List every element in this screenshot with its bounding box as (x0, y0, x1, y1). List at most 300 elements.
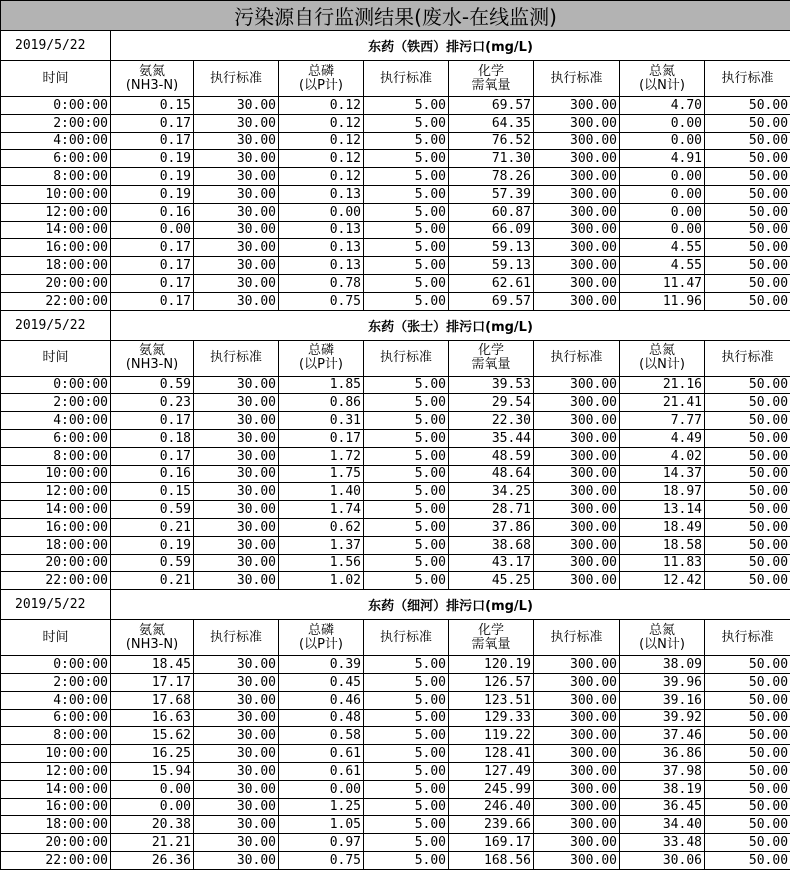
header-time (1, 340, 111, 376)
ammonia-value: 0.18 (111, 429, 194, 447)
ammonia-value: 0.19 (111, 168, 194, 186)
ammonia-standard: 30.00 (194, 780, 279, 798)
header-cod-label: 需氧量 (471, 636, 511, 652)
cod-value: 38.68 (449, 536, 534, 554)
header-cod (449, 620, 534, 656)
header-total-phosphorus (279, 61, 364, 97)
phosphorus-value: 0.61 (279, 745, 364, 763)
phosphorus-value: 0.00 (279, 780, 364, 798)
nitrogen-standard: 50.00 (705, 834, 790, 852)
time-cell: 10:00:00 (1, 185, 111, 203)
time-cell: 4:00:00 (1, 691, 111, 709)
ammonia-value: 0.17 (111, 239, 194, 257)
table-row (1, 727, 790, 745)
cod-value: 76.52 (449, 132, 534, 150)
cod-value: 127.49 (449, 762, 534, 780)
phosphorus-standard: 5.00 (364, 394, 449, 412)
phosphorus-value: 1.02 (279, 572, 364, 590)
header-standard (194, 620, 279, 656)
phosphorus-value: 0.39 (279, 656, 364, 674)
phosphorus-value: 0.86 (279, 394, 364, 412)
ammonia-standard: 30.00 (194, 554, 279, 572)
phosphorus-standard: 5.00 (364, 691, 449, 709)
nitrogen-value: 4.55 (620, 239, 705, 257)
nitrogen-standard: 50.00 (705, 114, 790, 132)
cod-standard: 300.00 (534, 518, 620, 536)
ammonia-standard: 30.00 (194, 132, 279, 150)
table-row (1, 762, 790, 780)
table-row (1, 257, 790, 275)
phosphorus-standard: 5.00 (364, 709, 449, 727)
phosphorus-value: 0.12 (279, 114, 364, 132)
section-date: 2019/5/22 (1, 590, 111, 620)
phosphorus-standard: 5.00 (364, 168, 449, 186)
time-cell: 8:00:00 (1, 447, 111, 465)
header-total-nitrogen (620, 340, 705, 376)
header-standard (534, 340, 620, 376)
phosphorus-value: 0.17 (279, 429, 364, 447)
ammonia-value: 0.16 (111, 203, 194, 221)
header-standard-label: 执行标准 (379, 350, 432, 366)
nitrogen-standard: 50.00 (705, 798, 790, 816)
header-time-label: 时间 (42, 629, 69, 645)
table-row (1, 656, 790, 674)
header-total-nitrogen-label: 总氮 (648, 622, 675, 638)
cod-standard: 300.00 (534, 501, 620, 519)
phosphorus-standard: 5.00 (364, 447, 449, 465)
ammonia-value: 0.59 (111, 501, 194, 519)
phosphorus-standard: 5.00 (364, 745, 449, 763)
ammonia-value: 0.17 (111, 274, 194, 292)
nitrogen-standard: 50.00 (705, 554, 790, 572)
phosphorus-standard: 5.00 (364, 816, 449, 834)
time-cell: 6:00:00 (1, 429, 111, 447)
header-ammonia-label: (NH3-N) (125, 77, 179, 93)
ammonia-standard: 30.00 (194, 656, 279, 674)
phosphorus-value: 0.13 (279, 239, 364, 257)
phosphorus-standard: 5.00 (364, 257, 449, 275)
cod-standard: 300.00 (534, 132, 620, 150)
header-total-nitrogen-label: (以N计) (639, 636, 685, 652)
time-cell: 16:00:00 (1, 239, 111, 257)
nitrogen-value: 18.58 (620, 536, 705, 554)
phosphorus-value: 0.13 (279, 221, 364, 239)
nitrogen-standard: 50.00 (705, 447, 790, 465)
phosphorus-value: 0.00 (279, 203, 364, 221)
ammonia-standard: 30.00 (194, 727, 279, 745)
nitrogen-standard: 50.00 (705, 203, 790, 221)
header-time-label: 时间 (42, 350, 69, 366)
table-row (1, 394, 790, 412)
header-standard-label: 执行标准 (379, 629, 432, 645)
phosphorus-standard: 5.00 (364, 673, 449, 691)
section-header-row (1, 590, 790, 620)
nitrogen-value: 4.02 (620, 447, 705, 465)
phosphorus-value: 0.75 (279, 851, 364, 869)
phosphorus-value: 1.05 (279, 816, 364, 834)
phosphorus-standard: 5.00 (364, 518, 449, 536)
table-body (1, 1, 790, 870)
ammonia-standard: 30.00 (194, 483, 279, 501)
phosphorus-value: 0.61 (279, 762, 364, 780)
table-row (1, 834, 790, 852)
phosphorus-standard: 5.00 (364, 483, 449, 501)
nitrogen-value: 13.14 (620, 501, 705, 519)
header-standard (705, 340, 790, 376)
cod-standard: 300.00 (534, 691, 620, 709)
header-cod-label: 需氧量 (471, 357, 511, 373)
phosphorus-standard: 5.00 (364, 780, 449, 798)
ammonia-value: 0.00 (111, 798, 194, 816)
ammonia-value: 0.17 (111, 447, 194, 465)
ammonia-standard: 30.00 (194, 257, 279, 275)
time-cell: 0:00:00 (1, 656, 111, 674)
ammonia-value: 15.62 (111, 727, 194, 745)
table-row (1, 447, 790, 465)
time-cell: 12:00:00 (1, 483, 111, 501)
nitrogen-standard: 50.00 (705, 292, 790, 310)
ammonia-value: 21.21 (111, 834, 194, 852)
table-row (1, 709, 790, 727)
cod-standard: 300.00 (534, 656, 620, 674)
ammonia-value: 0.23 (111, 394, 194, 412)
header-standard (705, 61, 790, 97)
table-row (1, 518, 790, 536)
header-standard (364, 340, 449, 376)
nitrogen-value: 14.37 (620, 465, 705, 483)
nitrogen-value: 0.00 (620, 221, 705, 239)
phosphorus-value: 0.45 (279, 673, 364, 691)
phosphorus-standard: 5.00 (364, 465, 449, 483)
time-cell: 10:00:00 (1, 745, 111, 763)
ammonia-value: 0.15 (111, 483, 194, 501)
nitrogen-value: 11.83 (620, 554, 705, 572)
header-standard-label: 执行标准 (550, 70, 603, 86)
header-standard-label: 执行标准 (209, 350, 262, 366)
header-total-phosphorus (279, 340, 364, 376)
nitrogen-standard: 50.00 (705, 656, 790, 674)
header-cod (449, 340, 534, 376)
header-standard-label: 执行标准 (721, 70, 774, 86)
section-header-row (1, 31, 790, 61)
phosphorus-standard: 5.00 (364, 554, 449, 572)
cod-value: 71.30 (449, 150, 534, 168)
cod-value: 123.51 (449, 691, 534, 709)
ammonia-standard: 30.00 (194, 239, 279, 257)
cod-value: 128.41 (449, 745, 534, 763)
ammonia-standard: 30.00 (194, 673, 279, 691)
ammonia-value: 0.19 (111, 185, 194, 203)
time-cell: 18:00:00 (1, 816, 111, 834)
table-row (1, 465, 790, 483)
table-row (1, 132, 790, 150)
ammonia-value: 0.59 (111, 554, 194, 572)
header-ammonia-label: 氨氮 (138, 63, 165, 79)
nitrogen-value: 39.92 (620, 709, 705, 727)
nitrogen-value: 4.70 (620, 97, 705, 115)
header-ammonia-label: (NH3-N) (125, 357, 179, 373)
header-cod-label: 需氧量 (471, 77, 511, 93)
ammonia-value: 17.17 (111, 673, 194, 691)
nitrogen-standard: 50.00 (705, 816, 790, 834)
nitrogen-value: 36.86 (620, 745, 705, 763)
ammonia-standard: 30.00 (194, 762, 279, 780)
header-ammonia (111, 61, 194, 97)
phosphorus-standard: 5.00 (364, 727, 449, 745)
ammonia-value: 0.21 (111, 572, 194, 590)
cod-value: 45.25 (449, 572, 534, 590)
header-standard (705, 620, 790, 656)
ammonia-value: 0.17 (111, 114, 194, 132)
ammonia-standard: 30.00 (194, 185, 279, 203)
nitrogen-standard: 50.00 (705, 412, 790, 430)
time-cell: 18:00:00 (1, 536, 111, 554)
ammonia-standard: 30.00 (194, 203, 279, 221)
header-total-nitrogen-label: 总氮 (648, 63, 675, 79)
nitrogen-value: 11.96 (620, 292, 705, 310)
cod-value: 37.86 (449, 518, 534, 536)
nitrogen-standard: 50.00 (705, 483, 790, 501)
cod-value: 246.40 (449, 798, 534, 816)
cod-value: 60.87 (449, 203, 534, 221)
ammonia-standard: 30.00 (194, 274, 279, 292)
time-cell: 12:00:00 (1, 762, 111, 780)
table-row (1, 673, 790, 691)
cod-standard: 300.00 (534, 114, 620, 132)
time-cell: 18:00:00 (1, 257, 111, 275)
time-cell: 22:00:00 (1, 292, 111, 310)
header-total-phosphorus-label: 总磷 (307, 622, 334, 638)
nitrogen-value: 21.41 (620, 394, 705, 412)
nitrogen-standard: 50.00 (705, 274, 790, 292)
cod-value: 169.17 (449, 834, 534, 852)
table-row (1, 429, 790, 447)
table-row (1, 691, 790, 709)
phosphorus-standard: 5.00 (364, 376, 449, 394)
nitrogen-value: 34.40 (620, 816, 705, 834)
cod-standard: 300.00 (534, 834, 620, 852)
nitrogen-value: 4.55 (620, 257, 705, 275)
cod-value: 57.39 (449, 185, 534, 203)
cod-value: 39.53 (449, 376, 534, 394)
header-standard (364, 620, 449, 656)
header-ammonia (111, 340, 194, 376)
nitrogen-standard: 50.00 (705, 376, 790, 394)
cod-standard: 300.00 (534, 203, 620, 221)
nitrogen-value: 30.06 (620, 851, 705, 869)
cod-standard: 300.00 (534, 257, 620, 275)
ammonia-value: 0.00 (111, 221, 194, 239)
cod-value: 69.57 (449, 97, 534, 115)
page-title: 污染源自行监测结果(废水-在线监测) (1, 1, 790, 31)
cod-value: 29.54 (449, 394, 534, 412)
nitrogen-value: 39.16 (620, 691, 705, 709)
table-row (1, 798, 790, 816)
ammonia-value: 16.63 (111, 709, 194, 727)
column-header-row (1, 620, 790, 656)
phosphorus-standard: 5.00 (364, 656, 449, 674)
nitrogen-standard: 50.00 (705, 851, 790, 869)
nitrogen-value: 33.48 (620, 834, 705, 852)
section-outlet-name: 东药（细河）排污口(mg/L) (111, 590, 790, 620)
cod-standard: 300.00 (534, 762, 620, 780)
phosphorus-value: 1.37 (279, 536, 364, 554)
ammonia-standard: 30.00 (194, 816, 279, 834)
phosphorus-value: 0.75 (279, 292, 364, 310)
header-time (1, 620, 111, 656)
ammonia-value: 0.17 (111, 132, 194, 150)
nitrogen-standard: 50.00 (705, 465, 790, 483)
header-total-phosphorus-label: (以P计) (299, 77, 343, 93)
ammonia-standard: 30.00 (194, 798, 279, 816)
cod-standard: 300.00 (534, 412, 620, 430)
header-standard-label: 执行标准 (721, 350, 774, 366)
phosphorus-value: 0.97 (279, 834, 364, 852)
ammonia-value: 16.25 (111, 745, 194, 763)
header-total-phosphorus-label: 总磷 (307, 343, 334, 359)
cod-value: 22.30 (449, 412, 534, 430)
header-standard-label: 执行标准 (550, 350, 603, 366)
header-total-nitrogen (620, 620, 705, 656)
header-total-nitrogen (620, 61, 705, 97)
header-standard (364, 61, 449, 97)
table-row (1, 572, 790, 590)
header-standard-label: 执行标准 (550, 629, 603, 645)
ammonia-standard: 30.00 (194, 447, 279, 465)
cod-standard: 300.00 (534, 709, 620, 727)
time-cell: 0:00:00 (1, 376, 111, 394)
time-cell: 4:00:00 (1, 132, 111, 150)
nitrogen-standard: 50.00 (705, 221, 790, 239)
header-total-nitrogen-label: 总氮 (648, 343, 675, 359)
nitrogen-value: 18.97 (620, 483, 705, 501)
time-cell: 16:00:00 (1, 798, 111, 816)
cod-standard: 300.00 (534, 274, 620, 292)
nitrogen-value: 4.91 (620, 150, 705, 168)
cod-standard: 300.00 (534, 465, 620, 483)
cod-standard: 300.00 (534, 554, 620, 572)
cod-value: 62.61 (449, 274, 534, 292)
nitrogen-value: 18.49 (620, 518, 705, 536)
table-row (1, 501, 790, 519)
header-cod (449, 61, 534, 97)
ammonia-value: 0.17 (111, 257, 194, 275)
nitrogen-standard: 50.00 (705, 518, 790, 536)
table-row (1, 168, 790, 186)
phosphorus-standard: 5.00 (364, 412, 449, 430)
cod-standard: 300.00 (534, 780, 620, 798)
header-standard (534, 620, 620, 656)
phosphorus-standard: 5.00 (364, 762, 449, 780)
ammonia-standard: 30.00 (194, 221, 279, 239)
nitrogen-standard: 50.00 (705, 150, 790, 168)
table-row (1, 292, 790, 310)
cod-standard: 300.00 (534, 727, 620, 745)
nitrogen-value: 7.77 (620, 412, 705, 430)
header-total-nitrogen-label: (以N计) (639, 77, 685, 93)
nitrogen-standard: 50.00 (705, 572, 790, 590)
section-date: 2019/5/22 (1, 31, 111, 61)
ammonia-value: 0.21 (111, 518, 194, 536)
section-outlet-name: 东药（铁西）排污口(mg/L) (111, 31, 790, 61)
phosphorus-standard: 5.00 (364, 834, 449, 852)
nitrogen-value: 0.00 (620, 132, 705, 150)
cod-standard: 300.00 (534, 168, 620, 186)
header-total-nitrogen-label: (以N计) (639, 357, 685, 373)
phosphorus-standard: 5.00 (364, 221, 449, 239)
phosphorus-value: 0.13 (279, 257, 364, 275)
ammonia-standard: 30.00 (194, 376, 279, 394)
phosphorus-standard: 5.00 (364, 150, 449, 168)
table-row (1, 412, 790, 430)
nitrogen-standard: 50.00 (705, 762, 790, 780)
ammonia-value: 0.16 (111, 465, 194, 483)
cod-value: 168.56 (449, 851, 534, 869)
header-ammonia-label: (NH3-N) (125, 636, 179, 652)
time-cell: 14:00:00 (1, 501, 111, 519)
phosphorus-standard: 5.00 (364, 132, 449, 150)
cod-standard: 300.00 (534, 816, 620, 834)
phosphorus-standard: 5.00 (364, 239, 449, 257)
cod-standard: 300.00 (534, 483, 620, 501)
phosphorus-standard: 5.00 (364, 501, 449, 519)
cod-value: 64.35 (449, 114, 534, 132)
cod-value: 129.33 (449, 709, 534, 727)
ammonia-standard: 30.00 (194, 501, 279, 519)
table-row (1, 483, 790, 501)
phosphorus-value: 0.31 (279, 412, 364, 430)
cod-value: 69.57 (449, 292, 534, 310)
header-total-phosphorus-label: 总磷 (307, 63, 334, 79)
time-cell: 16:00:00 (1, 518, 111, 536)
ammonia-standard: 30.00 (194, 292, 279, 310)
cod-standard: 300.00 (534, 745, 620, 763)
ammonia-standard: 30.00 (194, 429, 279, 447)
nitrogen-value: 0.00 (620, 114, 705, 132)
phosphorus-value: 0.48 (279, 709, 364, 727)
title-row (1, 1, 790, 31)
table-row (1, 554, 790, 572)
table-row (1, 816, 790, 834)
table-row (1, 745, 790, 763)
nitrogen-value: 11.47 (620, 274, 705, 292)
cod-value: 66.09 (449, 221, 534, 239)
phosphorus-value: 1.85 (279, 376, 364, 394)
ammonia-value: 0.17 (111, 412, 194, 430)
time-cell: 20:00:00 (1, 554, 111, 572)
cod-standard: 300.00 (534, 673, 620, 691)
ammonia-standard: 30.00 (194, 465, 279, 483)
table-row (1, 536, 790, 554)
header-ammonia (111, 620, 194, 656)
nitrogen-value: 39.96 (620, 673, 705, 691)
time-cell: 6:00:00 (1, 150, 111, 168)
ammonia-value: 0.59 (111, 376, 194, 394)
phosphorus-value: 0.12 (279, 168, 364, 186)
ammonia-value: 0.19 (111, 536, 194, 554)
header-standard-label: 执行标准 (379, 70, 432, 86)
ammonia-value: 17.68 (111, 691, 194, 709)
nitrogen-value: 4.49 (620, 429, 705, 447)
phosphorus-value: 1.74 (279, 501, 364, 519)
phosphorus-standard: 5.00 (364, 274, 449, 292)
cod-value: 78.26 (449, 168, 534, 186)
ammonia-value: 26.36 (111, 851, 194, 869)
phosphorus-standard: 5.00 (364, 292, 449, 310)
time-cell: 14:00:00 (1, 780, 111, 798)
phosphorus-standard: 5.00 (364, 203, 449, 221)
header-time-label: 时间 (42, 70, 69, 86)
